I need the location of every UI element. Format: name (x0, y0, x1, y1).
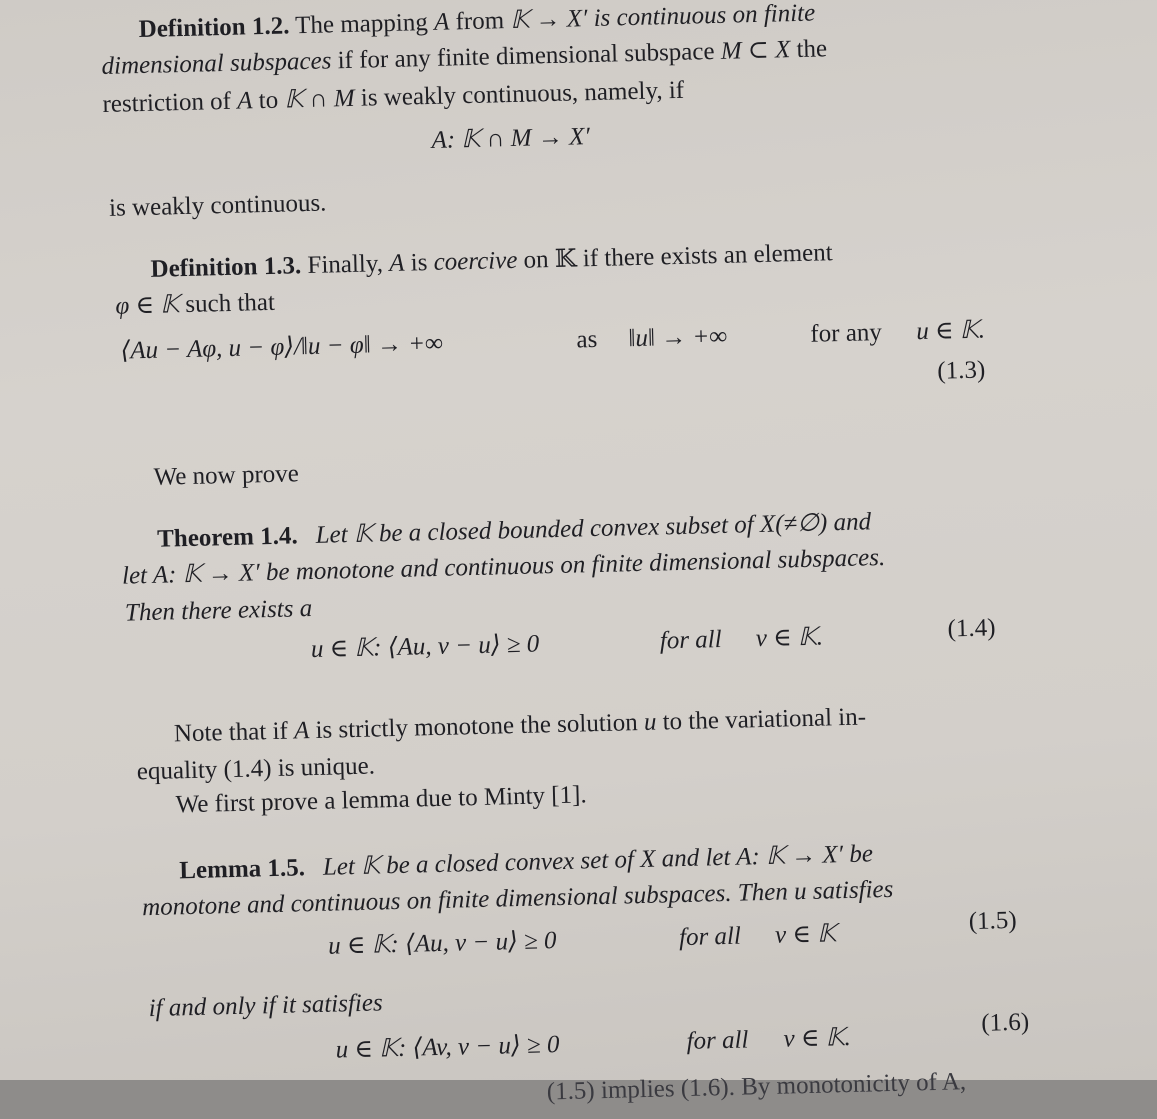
def-1-3-norm-limit: ‖u‖ → +∞ (628, 322, 728, 353)
def-1-3-equation: ⟨Au − Aφ, u − φ⟩/‖u − φ‖ → +∞ (120, 329, 444, 365)
thm-1-4-heading: Theorem 1.4. (156, 522, 298, 553)
thm-1-4-equation: u ∈ 𝕂: ⟨Au, v − u⟩ ≥ 0 (310, 630, 540, 664)
lemma-1-5-eq2-for-all: for all (686, 1026, 749, 1055)
def-1-2-line-2: dimensional subspaces if for any finite dimensional subspace M ⊂ X the (101, 35, 828, 80)
lemma-1-5-equation-2: u ∈ 𝕂: ⟨Av, v − u⟩ ≥ 0 (335, 1031, 560, 1064)
def-1-3-u-in-k: u ∈ 𝕂. (916, 316, 986, 346)
eq-number-1-5: (1.5) (968, 906, 1017, 936)
lemma-1-5-equation-1: u ∈ 𝕂: ⟨Au, v − u⟩ ≥ 0 (327, 927, 557, 960)
prove-line: We now prove (153, 460, 300, 491)
lemma-1-5-eq2-v-in-k: v ∈ 𝕂. (783, 1023, 852, 1053)
def-1-3-heading: Definition 1.3. (150, 252, 302, 283)
def-1-3-for-any: for any (810, 319, 883, 348)
def-1-2-heading: Definition 1.2. (138, 12, 290, 44)
thm-1-4-line-1: Theorem 1.4. Let 𝕂 be a closed bounded convex subset of X(≠∅) and (156, 508, 872, 553)
thm-1-4-line-2: let A: 𝕂 → X′ be monotone and continuous on finite dimensional subspaces. (121, 543, 886, 590)
thm-1-4-line-3: Then there exists a (124, 595, 313, 627)
lemma-1-5-line-1: Lemma 1.5. Let 𝕂 be a closed convex set of X and let A: 𝕂 → X′ be (178, 840, 874, 885)
thm-1-4-for-all: for all (659, 626, 722, 655)
def-1-2-display-equation: A: 𝕂 ∩ M → X′ (431, 123, 591, 154)
def-1-3-line-1: Definition 1.3. Finally, A is coercive on 𝕂 if there exists an element (150, 239, 833, 283)
bottom-cutoff-line: (1.5) implies (1.6). By monotonicity of A, (546, 1068, 967, 1106)
note-line-1: Note that if A is strictly monotone the solution u to the variational in- (173, 703, 867, 748)
note-line-2: equality (1.4) is unique. (136, 752, 376, 786)
def-1-2-after: is weakly continuous. (108, 189, 327, 222)
def-1-3-as: as (576, 325, 598, 354)
page-text (100, 0, 1086, 1106)
lemma-1-5-eq1-for-all: for all (678, 922, 742, 952)
lemma-1-5-heading: Lemma 1.5. (178, 854, 306, 885)
lemma-1-5-iff: if and only if it satisfies (148, 989, 383, 1023)
eq-number-1-6: (1.6) (980, 1008, 1030, 1037)
note-line-3: We first prove a lemma due to Minty [1]. (175, 781, 587, 819)
lemma-1-5-line-2: monotone and continuous on finite dimensional subspaces. Then u satisfies (141, 875, 894, 922)
def-1-2-line-1: Definition 1.2. The mapping A from 𝕂 → X′ is continuous on finite (138, 0, 816, 44)
def-1-2-line-3: restriction of A to 𝕂 ∩ M is weakly continuous, namely, if (102, 76, 685, 118)
lemma-1-5-eq1-v-in-k: v ∈ 𝕂 (774, 920, 837, 949)
thm-1-4-v-in-k: v ∈ 𝕂. (755, 623, 824, 653)
eq-number-1-4: (1.4) (947, 614, 996, 643)
eq-number-1-3: (1.3) (936, 356, 986, 385)
def-1-3-line-2: φ ∈ 𝕂 such that (115, 288, 276, 320)
